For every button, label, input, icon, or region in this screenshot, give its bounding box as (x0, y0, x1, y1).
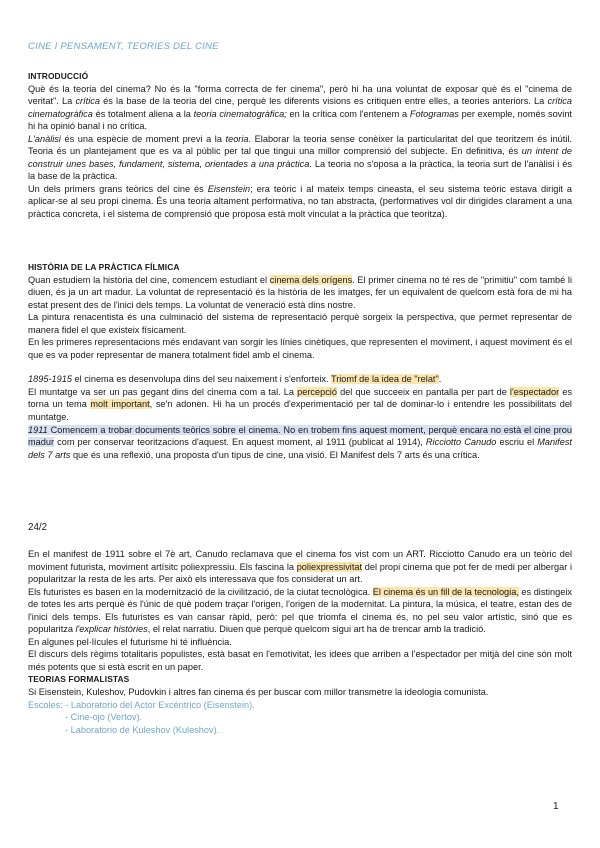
text-run: . El primer cinema no té res de "primitiu" com també li diuen, és ja un art madur. La voluntat de representació és la història de les imatges, fer un equivalent de quelcom està fora de mi ha estat present des de l'inici dels temps. La voluntat de veneració està dins nostre. (28, 274, 572, 310)
intro-paragraph-2 (28, 133, 572, 183)
heading-teorias-formalistas: TEORIAS FORMALISTAS (28, 674, 130, 685)
manifest-paragraph-3: En algunes pel·lícules el futurisme hi té influència. (28, 636, 232, 647)
text-run: es torna un tema (28, 386, 572, 410)
history-paragraph-6 (28, 424, 572, 462)
highlight-triomf-relat: Triomf de la idea de "relat" (330, 374, 439, 385)
text-run: . (438, 374, 442, 385)
text-run: és la base de la teoria del cine, perquè les diferents visions es critiquen entre elles, a teories anteriors. La (99, 96, 548, 107)
school-item: - Cine-ojo (Vertov). (65, 712, 143, 723)
text-run: Comencem a trobar documents teòrics sobre el cinema. No en trobem fins aquest moment, perquè encara no està el cine prou madur (28, 424, 572, 448)
text-run-italic: Eisenstein (207, 183, 251, 194)
text-run: escriu el (496, 437, 538, 448)
text-run: és una espècie de moment previ a la (60, 133, 226, 144)
text-run: ; era teòric i al mateix temps cineasta, el seu sistema teòric estava dirigit a aplicar-se al seu propi cinema. És una teoria altament performativa, no tan abstracta, (performatives vol dir dirigides clarament a una pràctica concreta, i el sistema de comprensió que proposa està molt vinculat a la pràctica que teoritza). (28, 183, 573, 220)
history-paragraph-1 (28, 274, 572, 312)
section-introduccio (28, 70, 572, 221)
text-run: , el relat narratiu. Diuen que perquè quelcom sigui art ha de trencar amb la tradició. (147, 624, 486, 635)
manifest-paragraph-2 (28, 586, 572, 636)
intro-paragraph-3 (28, 183, 572, 221)
text-run: es distingeix de totes les arts perquè és l'únic de què podem traçar l'origen, l'origen de la modernitat. La pintura, la música, el teatre, estan des de l'inici dels temps. Els futuristes es van cansar ràpid, però: pel que triomfa el cinema és, no pel seu valor artístic, sinó que es popularitza (28, 586, 572, 635)
date-heading: 24/2 (28, 522, 48, 533)
text-run: Els futuristes es basen en la modernització de la civilització, de la ciutat tecnològica. (28, 586, 373, 597)
text-run: en la crítica com l'entenem a (286, 108, 410, 119)
section-manifest (28, 548, 572, 736)
text-run-italic: Manifest dels 7 arts (28, 437, 572, 460)
text-run: En el manifest de 1911 sobre el 7è art, Canudo reclamava que el cinema fos vist com un ART. Ricciotto Canudo era un teòric del moviment futurista, moviment artísitc poliexpressiu. Els fascina la (28, 549, 572, 572)
text-run: el cinema es desenvolupa dins del seu naixement i s'enforteix. (71, 374, 331, 385)
highlight-espectador: l'espectador (509, 386, 560, 397)
highlight-molt-important: molt important (90, 399, 150, 410)
text-run: , se'n adonen. Hi ha un procés d'experimentació per tal de dominar-lo i entendre les possibilitats del muntatge. (28, 399, 572, 423)
text-run: del propi cinema que pot fer de medi per albergar i popularitzar la resta de les arts. Per això els interessava que fos considerat un art. (28, 561, 572, 585)
text-run: El muntatge va ser un pas gegant dins del cinema com a tal. La (28, 386, 298, 397)
text-run: que és una reflexió, una proposta d'un tipus de cine, una visió. El Manifest dels 7 arts és una crítica. (70, 449, 480, 460)
text-run: . La teoria no s'oposa a la pràctica, la teoria surt de l'anàlisi i és la base de la pràctica. (28, 158, 572, 182)
text-run: Un dels primers grans teòrics del cine és (28, 183, 208, 194)
text-run: Què és la teoria del cinema? No és la "forma correcta de fer cinema", però hi ha una voluntat de exposar què és el "cinema de veritat". La (28, 83, 572, 107)
text-run: Quan estudiem la història del cine, comencem estudiant el (28, 274, 270, 285)
text-run-italic: 1911 (28, 424, 48, 435)
history-paragraph-5 (28, 386, 572, 424)
manifest-paragraph-5: Si Eisenstein, Kuleshov, Pudovkin i altres fan cinema és per buscar com millor transmetre la ideologia comunista. (28, 687, 489, 698)
text-run: del que succeeix en pantalla per part de (336, 386, 510, 397)
text-run-italic: Fotogramas (409, 108, 459, 119)
text-run-italic: 1895-1915 (28, 374, 72, 385)
highlight-poliexpressivitat: poliexpressivitat (296, 561, 363, 572)
text-run-italic: l'explicar històries (75, 624, 148, 635)
schools-label: Escoles: - Laboratorio del Actor Excéntrico (Eisenstein). (28, 699, 255, 710)
text-run: per exemple, només sovint hi ha opinió banal i no crítica. (28, 108, 572, 132)
text-run-italic: L'anàlisi (28, 133, 61, 144)
section-historia (28, 261, 572, 461)
manifest-paragraph-4: El discurs dels règims totalitaris populistes, està basat en l'emotivitat, les idees que arriben a l'espectador per mitjà del cine són molt més potents que si està escrit en un paper. (28, 649, 572, 672)
intro-paragraph-1 (28, 83, 572, 133)
highlight-cinema-origens: cinema dels orígens (269, 274, 353, 285)
highlight-fill-tecnologia: El cinema és un fill de la tecnologia, (372, 586, 519, 597)
text-run: . Elaborar la teoria sense conèixer la particularitat del que teoritzem és inútil. Teoria és un plantejament que es va al públic per tal que tingui una millor comprensió del subjecte. En definitiva, és (28, 133, 572, 157)
text-run: com per conservar teoritzacions d'aquest. En aquest moment, al 1911 (publicat al 1914), (54, 437, 426, 448)
history-paragraph-3: En les primeres representacions més endavant van sorgir les línies cinètiques, que representen el moviment, i aquest moviment és el que es va poder representar de manera totalment fidel amb el cinema. (28, 337, 572, 360)
document-title: CINE I PENSAMENT, TEORIES DEL CINE (28, 41, 219, 52)
heading-historia: HISTÒRIA DE LA PRÀCTICA FÍLMICA (28, 262, 180, 272)
page-number: 1 (553, 801, 559, 812)
highlight-percepcio: percepció (297, 386, 337, 397)
text-run-italic: un intent de construir unes bases, fundament, sistema, orientades a una pràctica (28, 146, 572, 169)
text-run-italic: teoria cinematogràfica; (193, 108, 287, 119)
text-run-italic: crítica (75, 96, 100, 107)
school-item: - Laboratorio de Kuleshov (Kuleshov). (65, 724, 220, 735)
text-run-italic: Ricciotto Canudo (425, 437, 497, 448)
history-paragraph-2: La pintura renacentista és una culminació del sistema de representació perquè sorgeix la perspectiva, que permet representar de manera fidel el que existeix físicament. (28, 312, 572, 335)
manifest-paragraph-1 (28, 548, 572, 586)
text-run-italic: teoria (225, 133, 249, 144)
heading-introduccio: INTRODUCCIÓ (28, 71, 89, 81)
text-run-italic: crítica cinematogràfica (28, 96, 572, 119)
history-paragraph-4 (28, 373, 572, 386)
text-run: és totalment aliena a la (92, 108, 194, 119)
